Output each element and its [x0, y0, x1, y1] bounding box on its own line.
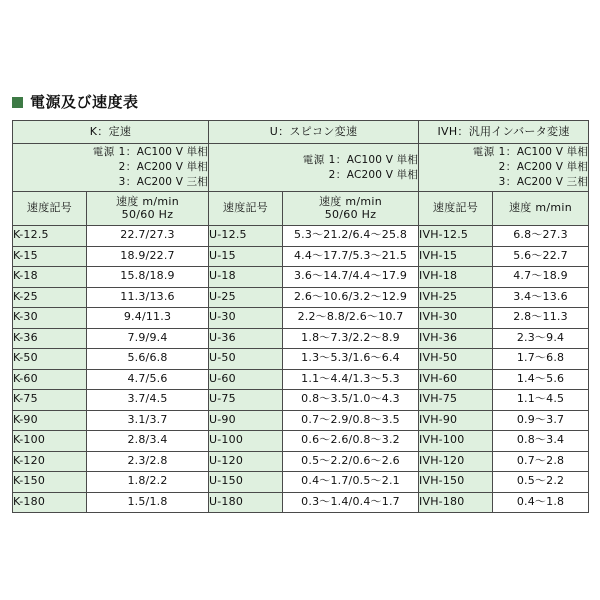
- cell-u-value: 2.6〜10.6/3.2〜12.9: [283, 287, 419, 308]
- power-label: 電源 1：: [472, 146, 517, 159]
- cell-u-value: 0.5〜2.2/0.6〜2.6: [283, 451, 419, 472]
- column-header-line1: 速度 m/min: [318, 194, 383, 208]
- table-row: [13, 267, 589, 288]
- cell-ivh-value: 3.4〜13.6: [493, 287, 589, 308]
- column-header-line2: 50/60 Hz: [121, 207, 174, 221]
- cell-k-value: 3.7/4.5: [87, 390, 209, 411]
- power-line: [13, 145, 208, 160]
- section-title: [12, 95, 139, 110]
- cell-k-code: K-180: [13, 492, 87, 513]
- column-header-ivh-speed: 速度 m/min: [493, 192, 589, 226]
- cell-ivh-code: IVH-150: [419, 472, 493, 493]
- spec-table-wrapper: [12, 120, 588, 513]
- power-label: 2：: [498, 161, 517, 174]
- cell-ivh-value: 2.8〜11.3: [493, 308, 589, 329]
- power-cell-k: [13, 144, 209, 192]
- power-label: 2：: [328, 168, 347, 181]
- cell-u-value: 3.6〜14.7/4.4〜17.9: [283, 267, 419, 288]
- cell-u-code: U-60: [209, 369, 283, 390]
- cell-k-code: K-60: [13, 369, 87, 390]
- power-line: [419, 160, 588, 175]
- cell-u-code: U-120: [209, 451, 283, 472]
- power-value: AC200 V 三相: [136, 175, 209, 188]
- power-line: [419, 175, 588, 190]
- cell-u-code: U-15: [209, 246, 283, 267]
- power-value: AC100 V 単相: [136, 146, 209, 159]
- power-line: [209, 168, 418, 183]
- table-row: [13, 349, 589, 370]
- cell-ivh-value: 0.5〜2.2: [493, 472, 589, 493]
- cell-ivh-value: 1.4〜5.6: [493, 369, 589, 390]
- cell-ivh-value: 5.6〜22.7: [493, 246, 589, 267]
- cell-ivh-value: 1.7〜6.8: [493, 349, 589, 370]
- cell-u-value: 0.6〜2.6/0.8〜3.2: [283, 431, 419, 452]
- table-column-header-row: [13, 192, 589, 226]
- cell-ivh-value: 4.7〜18.9: [493, 267, 589, 288]
- cell-ivh-value: 1.1〜4.5: [493, 390, 589, 411]
- power-label: 2：: [118, 161, 137, 174]
- cell-k-value: 9.4/11.3: [87, 308, 209, 329]
- cell-u-code: U-50: [209, 349, 283, 370]
- group-header-k: K：定速: [13, 121, 209, 144]
- power-value: AC100 V 単相: [346, 153, 419, 166]
- table-row: [13, 287, 589, 308]
- cell-k-value: 2.8/3.4: [87, 431, 209, 452]
- group-header-u: U：スピコン変速: [209, 121, 419, 144]
- cell-u-value: 1.1〜4.4/1.3〜5.3: [283, 369, 419, 390]
- cell-ivh-code: IVH-30: [419, 308, 493, 329]
- cell-u-code: U-36: [209, 328, 283, 349]
- column-header-k-code: 速度記号: [13, 192, 87, 226]
- cell-u-value: 0.7〜2.9/0.8〜3.5: [283, 410, 419, 431]
- table-row: [13, 246, 589, 267]
- speed-spec-table: [12, 120, 589, 513]
- cell-u-value: 2.2〜8.8/2.6〜10.7: [283, 308, 419, 329]
- cell-ivh-value: 0.9〜3.7: [493, 410, 589, 431]
- group-header-ivh: IVH：汎用インバータ変速: [419, 121, 589, 144]
- cell-k-code: K-100: [13, 431, 87, 452]
- cell-u-value: 4.4〜17.7/5.3〜21.5: [283, 246, 419, 267]
- cell-ivh-code: IVH-50: [419, 349, 493, 370]
- page-title: 電源及び速度表: [30, 93, 139, 111]
- cell-u-code: U-180: [209, 492, 283, 513]
- cell-k-value: 5.6/6.8: [87, 349, 209, 370]
- cell-u-code: U-25: [209, 287, 283, 308]
- cell-ivh-code: IVH-100: [419, 431, 493, 452]
- cell-ivh-code: IVH-120: [419, 451, 493, 472]
- cell-k-value: 4.7/5.6: [87, 369, 209, 390]
- power-value: AC200 V 単相: [346, 168, 419, 181]
- power-value: AC100 V 単相: [516, 146, 589, 159]
- power-cell-ivh: [419, 144, 589, 192]
- power-cell-u: [209, 144, 419, 192]
- power-line: [13, 175, 208, 190]
- power-value: AC200 V 単相: [136, 161, 209, 174]
- power-label: 3：: [498, 175, 517, 188]
- cell-k-code: K-150: [13, 472, 87, 493]
- column-header-k-speed: [87, 192, 209, 226]
- cell-k-value: 1.8/2.2: [87, 472, 209, 493]
- cell-u-code: U-12.5: [209, 226, 283, 247]
- cell-ivh-value: 0.4〜1.8: [493, 492, 589, 513]
- table-row: [13, 328, 589, 349]
- table-group-header-row: [13, 121, 589, 144]
- cell-ivh-value: 2.3〜9.4: [493, 328, 589, 349]
- table-row: [13, 451, 589, 472]
- cell-u-code: U-100: [209, 431, 283, 452]
- cell-k-code: K-36: [13, 328, 87, 349]
- power-line: [209, 153, 418, 168]
- square-bullet-icon: [12, 97, 23, 108]
- table-power-row: [13, 144, 589, 192]
- power-line: [13, 160, 208, 175]
- cell-ivh-code: IVH-90: [419, 410, 493, 431]
- cell-ivh-code: IVH-12.5: [419, 226, 493, 247]
- table-row: [13, 472, 589, 493]
- cell-k-value: 18.9/22.7: [87, 246, 209, 267]
- cell-ivh-code: IVH-60: [419, 369, 493, 390]
- table-row: [13, 390, 589, 411]
- cell-k-code: K-75: [13, 390, 87, 411]
- cell-ivh-code: IVH-180: [419, 492, 493, 513]
- cell-u-code: U-30: [209, 308, 283, 329]
- cell-k-value: 22.7/27.3: [87, 226, 209, 247]
- cell-u-code: U-75: [209, 390, 283, 411]
- cell-k-value: 11.3/13.6: [87, 287, 209, 308]
- cell-k-value: 7.9/9.4: [87, 328, 209, 349]
- cell-ivh-code: IVH-25: [419, 287, 493, 308]
- cell-u-value: 5.3〜21.2/6.4〜25.8: [283, 226, 419, 247]
- table-row: [13, 308, 589, 329]
- cell-ivh-value: 0.7〜2.8: [493, 451, 589, 472]
- cell-ivh-value: 6.8〜27.3: [493, 226, 589, 247]
- power-label: 3：: [118, 175, 137, 188]
- cell-ivh-code: IVH-75: [419, 390, 493, 411]
- cell-u-value: 1.3〜5.3/1.6〜6.4: [283, 349, 419, 370]
- cell-k-code: K-30: [13, 308, 87, 329]
- cell-k-code: K-120: [13, 451, 87, 472]
- power-value: AC200 V 単相: [516, 161, 589, 174]
- cell-k-code: K-15: [13, 246, 87, 267]
- cell-k-code: K-18: [13, 267, 87, 288]
- power-label: 電源 1：: [92, 146, 137, 159]
- cell-u-value: 0.4〜1.7/0.5〜2.1: [283, 472, 419, 493]
- cell-ivh-code: IVH-18: [419, 267, 493, 288]
- cell-k-value: 15.8/18.9: [87, 267, 209, 288]
- cell-u-code: U-150: [209, 472, 283, 493]
- column-header-u-code: 速度記号: [209, 192, 283, 226]
- column-header-line1: 速度 m/min: [115, 194, 180, 208]
- power-line: [419, 145, 588, 160]
- cell-k-code: K-12.5: [13, 226, 87, 247]
- cell-k-value: 2.3/2.8: [87, 451, 209, 472]
- cell-u-value: 0.3〜1.4/0.4〜1.7: [283, 492, 419, 513]
- table-row: [13, 431, 589, 452]
- cell-k-code: K-90: [13, 410, 87, 431]
- cell-u-value: 0.8〜3.5/1.0〜4.3: [283, 390, 419, 411]
- table-row: [13, 410, 589, 431]
- table-row: [13, 492, 589, 513]
- cell-u-value: 1.8〜7.3/2.2〜8.9: [283, 328, 419, 349]
- cell-ivh-value: 0.8〜3.4: [493, 431, 589, 452]
- cell-k-value: 3.1/3.7: [87, 410, 209, 431]
- cell-u-code: U-90: [209, 410, 283, 431]
- power-value: AC200 V 三相: [516, 175, 589, 188]
- cell-k-code: K-50: [13, 349, 87, 370]
- column-header-u-speed: [283, 192, 419, 226]
- column-header-line2: 50/60 Hz: [324, 207, 377, 221]
- cell-ivh-code: IVH-36: [419, 328, 493, 349]
- power-label: 電源 1：: [302, 153, 347, 166]
- cell-ivh-code: IVH-15: [419, 246, 493, 267]
- table-row: [13, 369, 589, 390]
- cell-k-code: K-25: [13, 287, 87, 308]
- table-row: [13, 226, 589, 247]
- cell-u-code: U-18: [209, 267, 283, 288]
- column-header-ivh-code: 速度記号: [419, 192, 493, 226]
- cell-k-value: 1.5/1.8: [87, 492, 209, 513]
